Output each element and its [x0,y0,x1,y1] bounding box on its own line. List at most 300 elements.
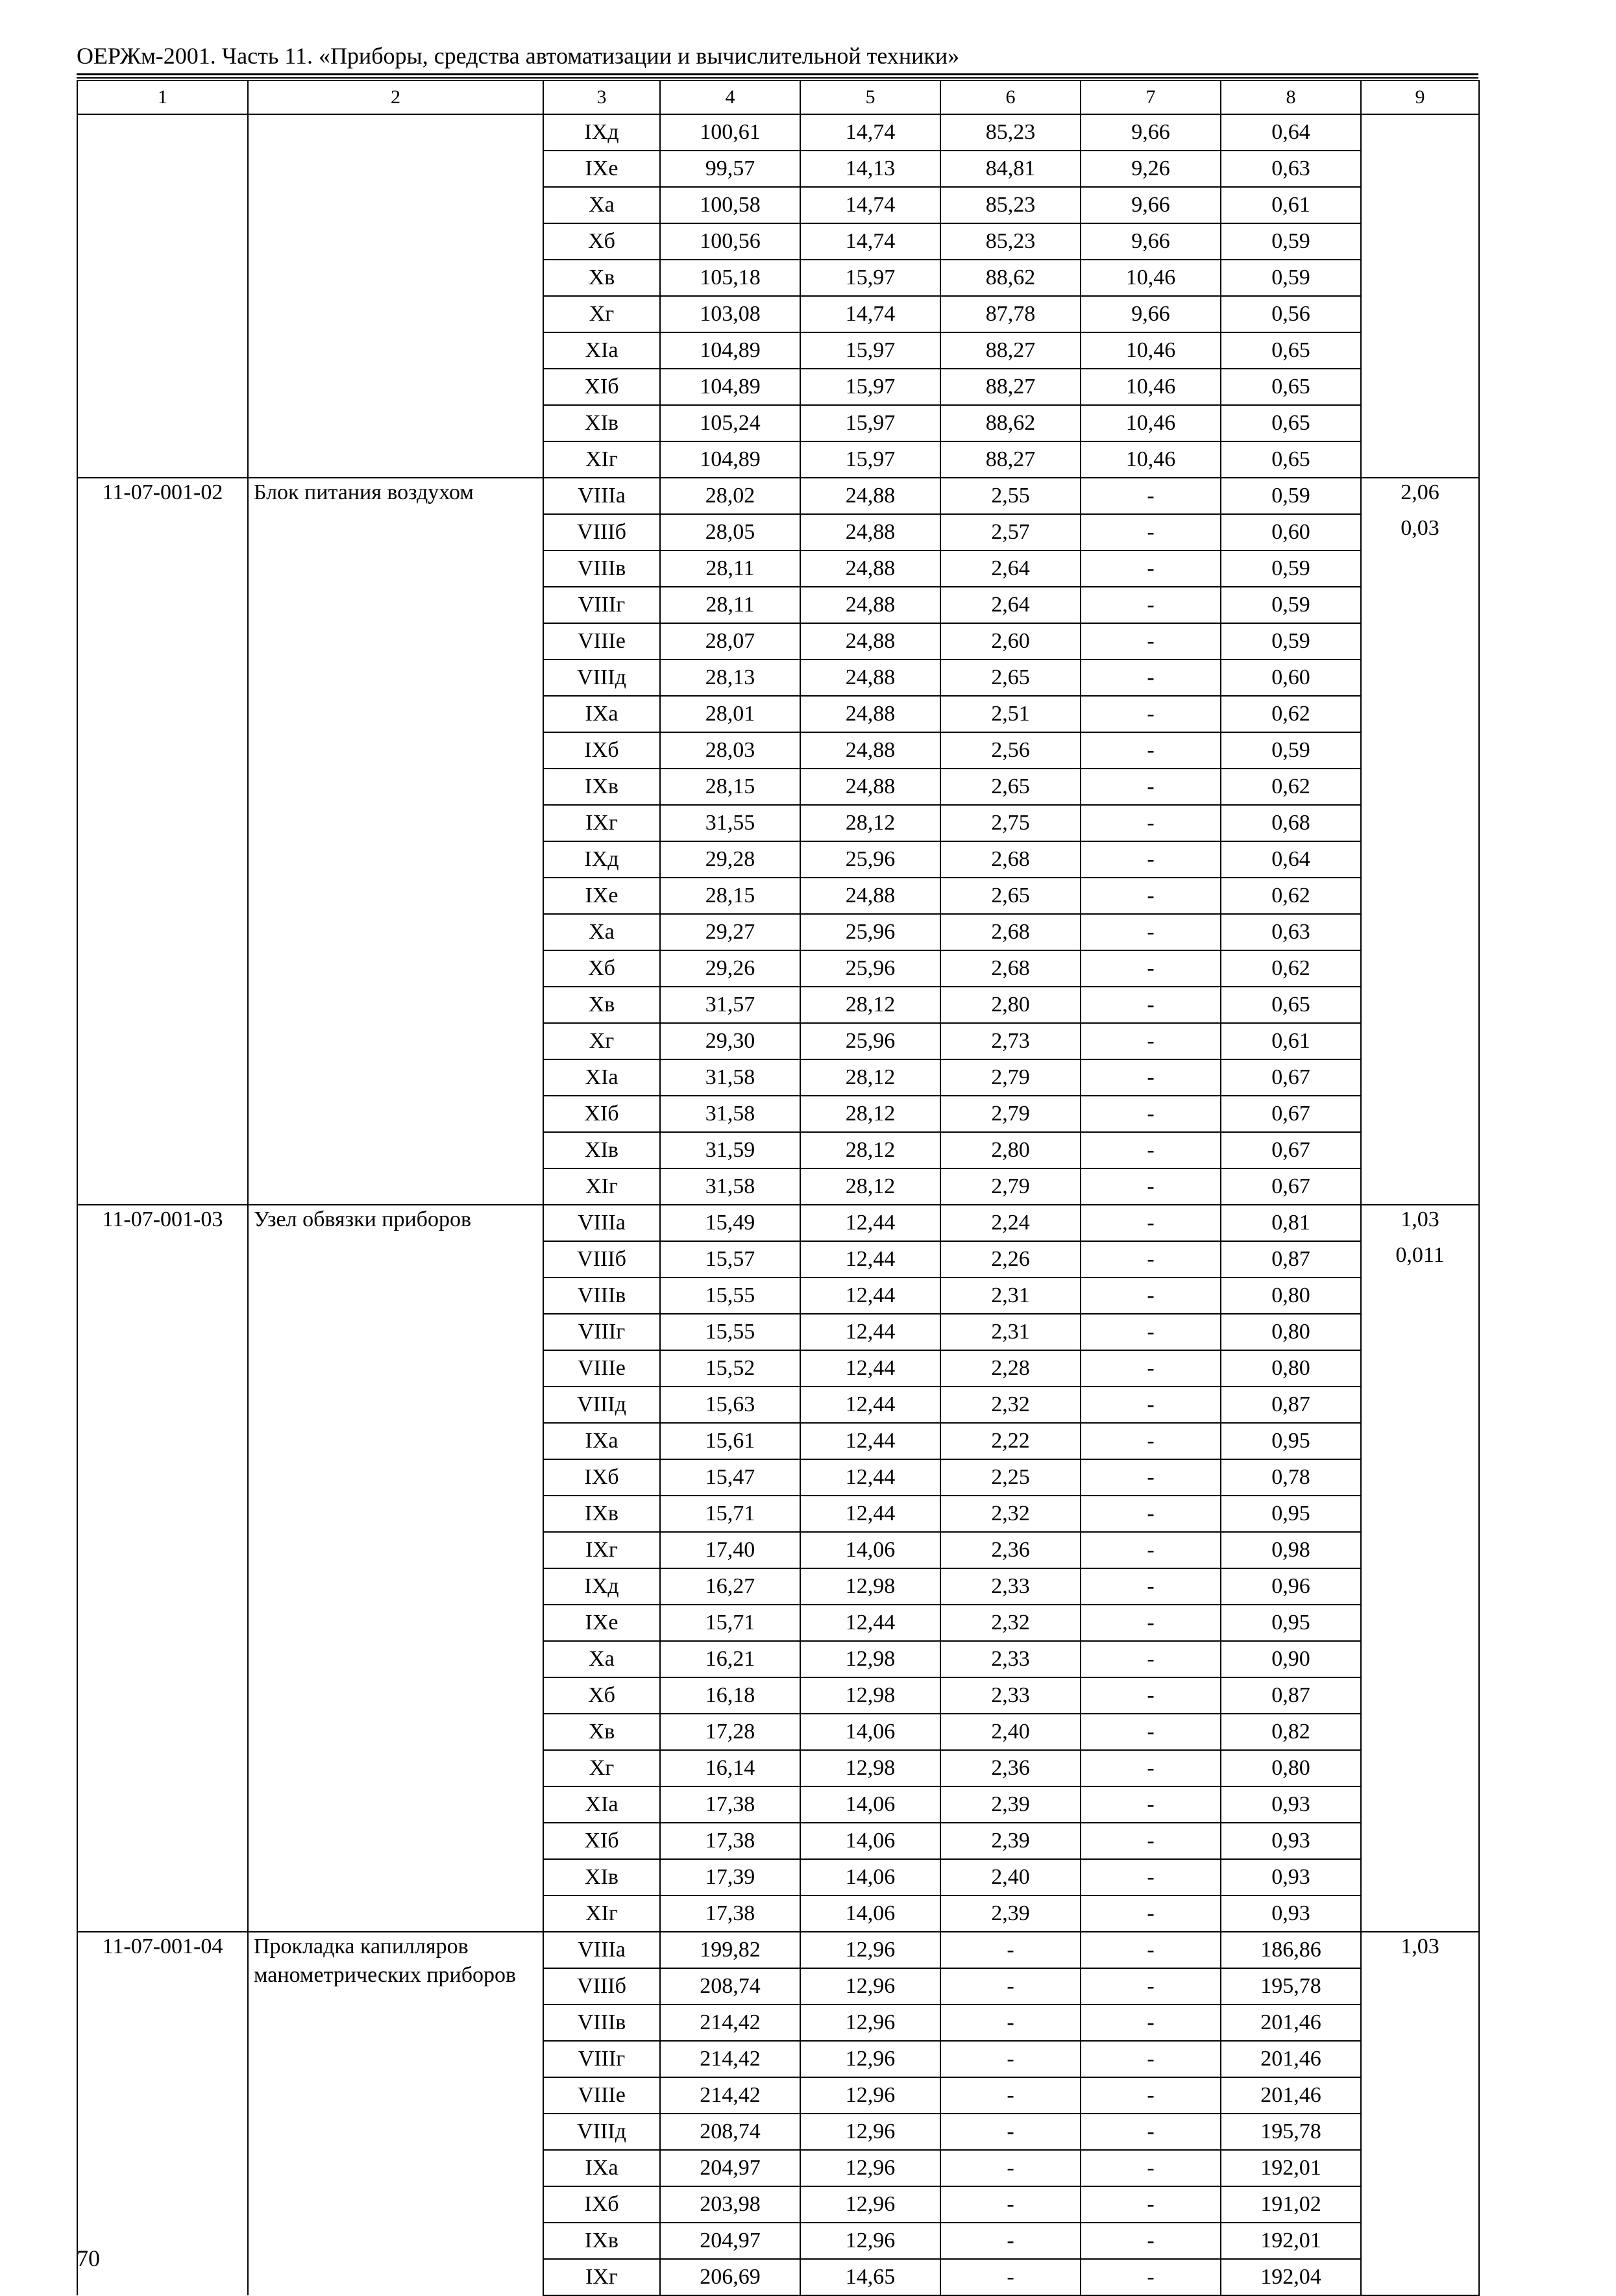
cell-col-8: 0,61 [1221,187,1361,223]
extra-value [1361,878,1479,914]
cell-col-7: - [1081,623,1221,660]
cell-col-4: 16,27 [660,1568,800,1605]
cell-col-8: 0,64 [1221,114,1361,151]
cell-col-8: 0,62 [1221,878,1361,914]
cell-col-5: 12,44 [800,1205,940,1241]
cell-col-7: 9,66 [1081,223,1221,260]
extra-value [1361,1168,1479,1205]
cell-col-5: 12,44 [800,1605,940,1641]
table-row [77,478,1479,514]
cell-col-3: VIIIв [543,2005,660,2041]
cell-col-6: 2,79 [940,1168,1081,1205]
extra-value [1361,1350,1479,1387]
cell-col-3: VIIIв [543,1278,660,1314]
cell-col-5: 12,44 [800,1423,940,1459]
extra-value [1361,2041,1479,2077]
cell-col-3: VIIIб [543,1241,660,1278]
cell-col-3: Xб [543,223,660,260]
cell-col-5: 12,98 [800,1568,940,1605]
cell-col-5: 12,44 [800,1350,940,1387]
cell-col-4: 104,89 [660,332,800,369]
cell-col-3: XIг [543,1895,660,1932]
extra-value [1361,623,1479,660]
cell-col-8: 201,46 [1221,2041,1361,2077]
cell-col-8: 0,96 [1221,1568,1361,1605]
cell-col-3: Xа [543,187,660,223]
column-number: 1 [77,80,248,114]
extra-value [1361,260,1479,296]
cell-col-7: - [1081,2186,1221,2223]
table-row [77,1205,1479,1241]
cell-col-5: 15,97 [800,332,940,369]
extra-value [1361,2005,1479,2041]
cell-col-7: 10,46 [1081,369,1221,405]
cell-col-6: - [940,2223,1081,2259]
cell-col-7: - [1081,1532,1221,1568]
cell-col-8: 192,01 [1221,2150,1361,2186]
extra-value: 1,03 [1361,1932,1479,1968]
cell-col-3: VIIIг [543,2041,660,2077]
cell-col-6: - [940,1968,1081,2005]
cell-col-7: - [1081,1968,1221,2005]
cell-col-8: 201,46 [1221,2077,1361,2114]
cell-col-8: 186,86 [1221,1932,1361,1968]
cell-col-8: 0,93 [1221,1859,1361,1895]
cell-col-5: 14,06 [800,1786,940,1823]
column-number: 5 [800,80,940,114]
cell-col-7: - [1081,1677,1221,1714]
cell-col-7: - [1081,1350,1221,1387]
cell-col-3: XIа [543,1786,660,1823]
cell-col-4: 31,55 [660,805,800,841]
cell-col-4: 15,47 [660,1459,800,1496]
cell-col-7: - [1081,1205,1221,1241]
column-number: 8 [1221,80,1361,114]
cell-col-4: 16,21 [660,1641,800,1677]
cell-col-6: 2,32 [940,1496,1081,1532]
extra-value [1361,332,1479,369]
cell-col-6: - [940,2150,1081,2186]
cell-col-3: XIг [543,1168,660,1205]
cell-col-7: - [1081,1096,1221,1132]
cell-col-4: 17,28 [660,1714,800,1750]
cell-col-5: 28,12 [800,987,940,1023]
cell-col-6: - [940,2041,1081,2077]
cell-col-3: Xв [543,1714,660,1750]
cell-col-7: - [1081,1314,1221,1350]
cell-col-3: VIIIг [543,587,660,623]
cell-col-8: 0,59 [1221,260,1361,296]
cell-col-4: 28,15 [660,769,800,805]
cell-col-4: 105,24 [660,405,800,441]
cell-col-8: 0,65 [1221,987,1361,1023]
cell-col-3: XIв [543,1132,660,1168]
cell-col-7: - [1081,987,1221,1023]
cell-col-4: 31,59 [660,1132,800,1168]
extra-value [1361,1059,1479,1096]
cell-col-7: - [1081,1859,1221,1895]
extra-value [1361,114,1479,151]
cell-col-3: IXе [543,151,660,187]
extra-value [1361,1641,1479,1677]
cell-col-3: VIIIб [543,1968,660,2005]
cell-col-3: XIв [543,405,660,441]
extra-value [1361,223,1479,260]
cell-col-6: 2,68 [940,950,1081,987]
cell-col-3: IXб [543,732,660,769]
cell-col-3: VIIIд [543,660,660,696]
cell-col-6: - [940,2114,1081,2150]
page-number: 70 [77,2245,100,2271]
cell-col-5: 28,12 [800,1132,940,1168]
cell-col-3: IXв [543,1496,660,1532]
cell-col-4: 214,42 [660,2041,800,2077]
extra-value [1361,2077,1479,2114]
cell-col-3: Xа [543,914,660,950]
cell-col-6: 2,32 [940,1387,1081,1423]
cell-col-5: 28,12 [800,805,940,841]
cell-col-3: VIIIе [543,623,660,660]
rate-name [248,114,543,478]
cell-col-4: 28,11 [660,587,800,623]
cell-col-3: VIIIб [543,514,660,550]
cell-col-8: 0,59 [1221,587,1361,623]
cell-col-6: 2,39 [940,1786,1081,1823]
cell-col-8: 0,67 [1221,1132,1361,1168]
header-rule-thick [77,73,1478,75]
cell-col-5: 12,98 [800,1641,940,1677]
cell-col-5: 12,96 [800,2223,940,2259]
cell-col-7: - [1081,841,1221,878]
cell-col-7: - [1081,2041,1221,2077]
cell-col-6: 2,39 [940,1823,1081,1859]
cell-col-6: 88,27 [940,441,1081,478]
cell-col-4: 204,97 [660,2150,800,2186]
cell-col-7: - [1081,1023,1221,1059]
cell-col-4: 31,58 [660,1168,800,1205]
cell-col-5: 14,06 [800,1859,940,1895]
cell-col-4: 28,13 [660,660,800,696]
cell-col-4: 15,57 [660,1241,800,1278]
extra-value [1361,987,1479,1023]
cell-col-4: 105,18 [660,260,800,296]
cell-col-7: - [1081,1605,1221,1641]
cell-col-5: 14,74 [800,114,940,151]
cell-col-8: 0,63 [1221,914,1361,950]
cell-col-7: - [1081,1932,1221,1968]
extra-value [1361,1132,1479,1168]
cell-col-7: - [1081,660,1221,696]
rate-name: Прокладка капилляров манометрических приборов [248,1932,543,2295]
cell-col-7: - [1081,1714,1221,1750]
cell-col-8: 0,56 [1221,296,1361,332]
cell-col-6: - [940,2005,1081,2041]
extra-value: 0,011 [1361,1241,1479,1278]
cell-col-8: 0,60 [1221,514,1361,550]
extra-value [1361,1859,1479,1895]
cell-col-8: 201,46 [1221,2005,1361,2041]
extra-value [1361,1423,1479,1459]
cell-col-6: 2,22 [940,1423,1081,1459]
cell-col-8: 0,93 [1221,1895,1361,1932]
cell-col-4: 28,01 [660,696,800,732]
cell-col-8: 195,78 [1221,2114,1361,2150]
cell-col-6: 2,79 [940,1059,1081,1096]
cell-col-6: 2,40 [940,1859,1081,1895]
cell-col-3: IXг [543,1532,660,1568]
extra-value [1361,2114,1479,2150]
extra-value [1361,405,1479,441]
cell-col-7: - [1081,1786,1221,1823]
cell-col-8: 0,93 [1221,1823,1361,1859]
cell-col-8: 0,67 [1221,1168,1361,1205]
column-number: 2 [248,80,543,114]
cell-col-8: 0,59 [1221,732,1361,769]
cell-col-8: 0,60 [1221,660,1361,696]
extra-value [1361,187,1479,223]
cell-col-4: 15,61 [660,1423,800,1459]
cell-col-3: IXг [543,2259,660,2295]
cell-col-5: 15,97 [800,405,940,441]
cell-col-4: 15,55 [660,1278,800,1314]
table-row [77,114,1479,151]
cell-col-3: IXд [543,114,660,151]
cell-col-3: VIIIа [543,478,660,514]
cell-col-4: 29,28 [660,841,800,878]
cell-col-3: Xг [543,1023,660,1059]
table-row [77,1932,1479,1968]
cell-col-4: 214,42 [660,2005,800,2041]
cell-col-6: 88,27 [940,332,1081,369]
extra-value [1361,769,1479,805]
cell-col-3: VIIIа [543,1205,660,1241]
cell-col-5: 14,06 [800,1895,940,1932]
cell-col-8: 0,78 [1221,1459,1361,1496]
cell-col-6: - [940,1932,1081,1968]
cell-col-4: 16,14 [660,1750,800,1786]
cell-col-8: 0,95 [1221,1423,1361,1459]
cell-col-6: 2,65 [940,878,1081,914]
cell-col-5: 12,96 [800,2186,940,2223]
cell-col-5: 12,96 [800,2005,940,2041]
cell-col-8: 0,68 [1221,805,1361,841]
cell-col-5: 14,06 [800,1823,940,1859]
cell-col-4: 31,57 [660,987,800,1023]
cell-col-6: - [940,2259,1081,2295]
cell-col-7: - [1081,1423,1221,1459]
cell-col-4: 15,63 [660,1387,800,1423]
cell-col-7: - [1081,587,1221,623]
cell-col-3: IXе [543,878,660,914]
cell-col-5: 24,88 [800,514,940,550]
cell-col-6: 85,23 [940,223,1081,260]
cell-col-7: - [1081,2114,1221,2150]
cell-col-5: 14,06 [800,1714,940,1750]
cell-col-6: 2,36 [940,1750,1081,1786]
cell-col-7: - [1081,1823,1221,1859]
cell-col-3: XIг [543,441,660,478]
cell-col-4: 15,49 [660,1205,800,1241]
cell-col-5: 28,12 [800,1059,940,1096]
column-number: 4 [660,80,800,114]
cell-col-5: 24,88 [800,769,940,805]
cell-col-4: 214,42 [660,2077,800,2114]
extra-value [1361,2259,1479,2295]
cell-col-7: - [1081,805,1221,841]
extra-value [1361,1314,1479,1350]
cell-col-6: 2,33 [940,1641,1081,1677]
extra-value [1361,1023,1479,1059]
cell-col-3: IXб [543,2186,660,2223]
rate-name: Блок питания воздухом [248,478,543,1205]
cell-col-3: Xг [543,1750,660,1786]
cell-col-4: 16,18 [660,1677,800,1714]
cell-col-8: 0,67 [1221,1096,1361,1132]
cell-col-5: 14,74 [800,296,940,332]
cell-col-5: 25,96 [800,841,940,878]
rate-name: Узел обвязки приборов [248,1205,543,1932]
cell-col-8: 0,87 [1221,1387,1361,1423]
cell-col-7: - [1081,1895,1221,1932]
extra-value [1361,1278,1479,1314]
cell-col-6: 2,39 [940,1895,1081,1932]
cell-col-6: 2,40 [940,1714,1081,1750]
cell-col-4: 208,74 [660,1968,800,2005]
cell-col-4: 208,74 [660,2114,800,2150]
cell-col-4: 17,40 [660,1532,800,1568]
cell-col-6: 2,64 [940,550,1081,587]
cell-col-3: Xб [543,950,660,987]
extra-value [1361,441,1479,478]
cell-col-3: Xб [543,1677,660,1714]
cell-col-5: 12,96 [800,2114,940,2150]
cell-col-8: 195,78 [1221,1968,1361,2005]
cell-col-7: - [1081,2223,1221,2259]
cell-col-4: 31,58 [660,1096,800,1132]
cell-col-7: 9,66 [1081,296,1221,332]
cell-col-8: 0,59 [1221,223,1361,260]
cell-col-5: 25,96 [800,914,940,950]
cell-col-3: IXд [543,841,660,878]
cell-col-3: XIб [543,1823,660,1859]
rate-code [77,114,248,478]
rate-code: 11-07-001-02 [77,478,248,1205]
extra-value [1361,732,1479,769]
cell-col-7: - [1081,1132,1221,1168]
cell-col-7: 10,46 [1081,405,1221,441]
cell-col-8: 0,80 [1221,1278,1361,1314]
cell-col-5: 24,88 [800,878,940,914]
cell-col-7: - [1081,2005,1221,2041]
cell-col-7: - [1081,1568,1221,1605]
cell-col-3: XIа [543,1059,660,1096]
cell-col-5: 24,88 [800,587,940,623]
cell-col-5: 25,96 [800,950,940,987]
cell-col-4: 104,89 [660,441,800,478]
cell-col-5: 15,97 [800,369,940,405]
cell-col-5: 24,88 [800,623,940,660]
cell-col-6: 2,73 [940,1023,1081,1059]
cell-col-4: 29,26 [660,950,800,987]
cell-col-5: 25,96 [800,1023,940,1059]
cell-col-7: 10,46 [1081,260,1221,296]
cell-col-5: 28,12 [800,1168,940,1205]
cell-col-5: 15,97 [800,260,940,296]
extra-value: 1,03 [1361,1205,1479,1241]
cell-col-3: VIIIд [543,1387,660,1423]
cell-col-3: IXд [543,1568,660,1605]
cell-col-8: 0,80 [1221,1750,1361,1786]
cell-col-7: - [1081,2259,1221,2295]
extra-value [1361,1677,1479,1714]
cell-col-5: 24,88 [800,732,940,769]
cell-col-7: 10,46 [1081,332,1221,369]
cell-col-5: 14,65 [800,2259,940,2295]
cell-col-7: 10,46 [1081,441,1221,478]
cell-col-7: - [1081,2077,1221,2114]
cell-col-5: 12,44 [800,1496,940,1532]
cell-col-5: 12,98 [800,1750,940,1786]
cell-col-5: 12,96 [800,2041,940,2077]
cell-col-6: 2,65 [940,660,1081,696]
extra-value [1361,1459,1479,1496]
extra-value [1361,1532,1479,1568]
cell-col-4: 17,38 [660,1786,800,1823]
cell-col-5: 14,74 [800,187,940,223]
cell-col-5: 12,96 [800,1968,940,2005]
extra-value [1361,1895,1479,1932]
cell-col-7: - [1081,696,1221,732]
cell-col-6: 87,78 [940,296,1081,332]
extra-value [1361,1496,1479,1532]
cell-col-4: 15,71 [660,1496,800,1532]
cell-col-4: 99,57 [660,151,800,187]
cell-col-4: 199,82 [660,1932,800,1968]
cell-col-5: 12,44 [800,1387,940,1423]
cell-col-7: - [1081,1496,1221,1532]
cell-col-5: 14,13 [800,151,940,187]
cell-col-3: IXб [543,1459,660,1496]
extra-value [1361,696,1479,732]
cell-col-6: 2,64 [940,587,1081,623]
cell-col-6: 2,79 [940,1096,1081,1132]
extra-value [1361,1568,1479,1605]
rates-table [77,80,1480,2296]
cell-col-7: - [1081,1278,1221,1314]
cell-col-8: 0,59 [1221,550,1361,587]
cell-col-5: 12,98 [800,1677,940,1714]
cell-col-8: 0,62 [1221,769,1361,805]
cell-col-3: XIб [543,369,660,405]
cell-col-6: 2,31 [940,1314,1081,1350]
cell-col-7: - [1081,1241,1221,1278]
cell-col-3: IXг [543,805,660,841]
cell-col-4: 28,03 [660,732,800,769]
cell-col-4: 28,07 [660,623,800,660]
cell-col-5: 15,97 [800,441,940,478]
cell-col-8: 0,59 [1221,478,1361,514]
cell-col-8: 0,80 [1221,1314,1361,1350]
cell-col-8: 0,95 [1221,1496,1361,1532]
cell-col-5: 12,96 [800,2077,940,2114]
extra-value [1361,1714,1479,1750]
cell-col-5: 24,88 [800,660,940,696]
cell-col-5: 12,44 [800,1278,940,1314]
cell-col-6: 2,56 [940,732,1081,769]
cell-col-4: 28,11 [660,550,800,587]
cell-col-8: 192,04 [1221,2259,1361,2295]
cell-col-8: 0,81 [1221,1205,1361,1241]
